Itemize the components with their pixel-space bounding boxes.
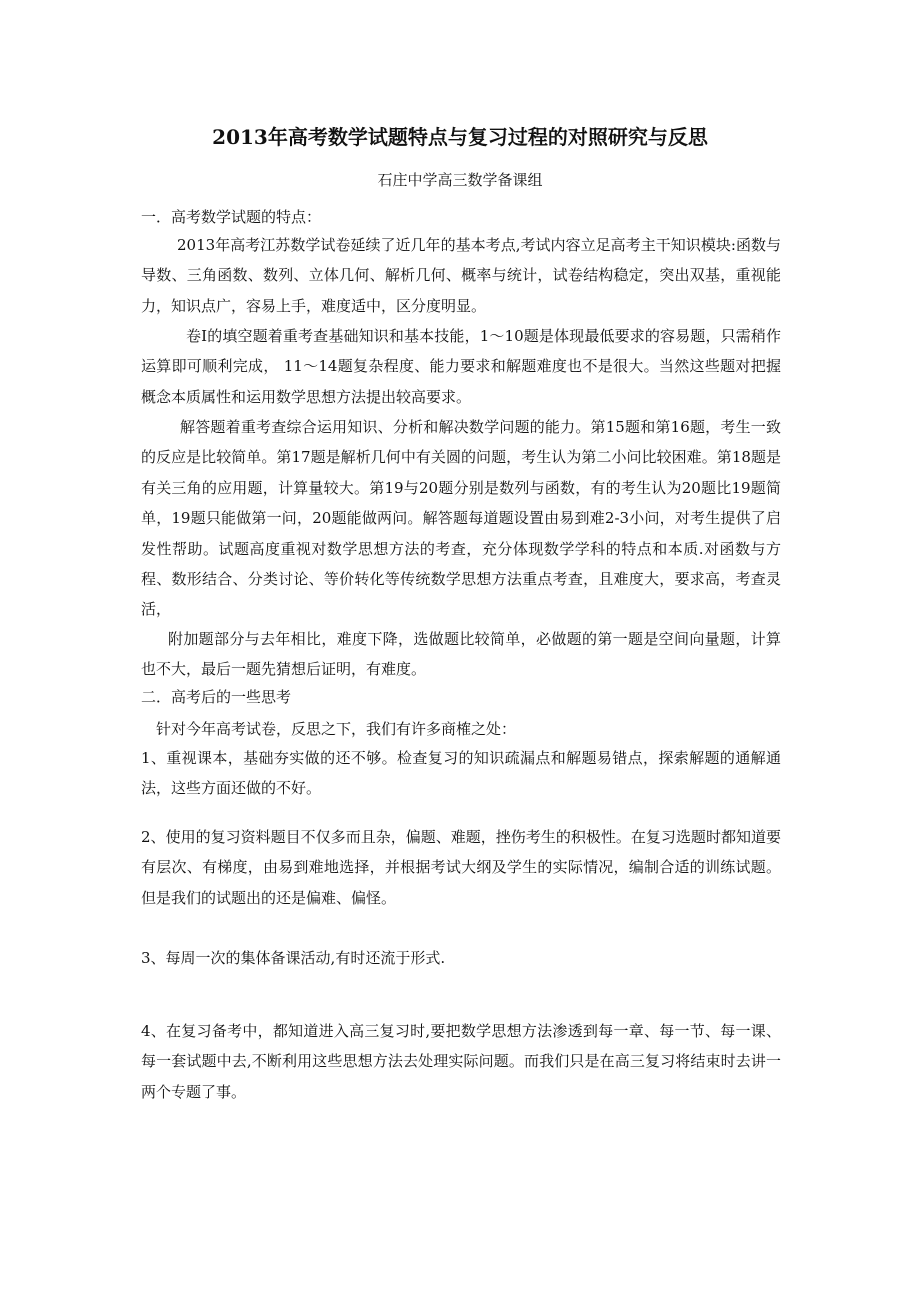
section-2-item-1: 1、重视课本，基础夯实做的还不够。检查复习的知识疏漏点和解题易错点，探索解题的通解通法，这些方面还做的不好。 bbox=[141, 749, 781, 798]
section-1-paragraph-3: 解答题着重考查综合运用知识、分析和解决数学问题的能力。第15题和第16题，考生一致的反应是比较简单。第17题是解析几何中有关圆的问题，考生认为第二小问比较困难。第18题是有关三角的应用题，计算量较大。第19与20题分别是数列与函数，有的考生认为20题比19题简单，19题只能做第一问，20题能做两问。解答题每道题设置由易到难2-3小问，对考生提供了启发性帮助。试题高度重视对数学思想方法的考查，充分体现数学学科的特点和本质.对函数与方程、数形结合、分类讨论、等价转化等传统数学思想方法重点考查，且难度大，要求高，考查灵活， bbox=[141, 418, 781, 619]
document-author: 石庄中学高三数学备课组 bbox=[377, 171, 543, 189]
section-2-item-4: 4、在复习备考中，都知道进入高三复习时,要把数学思想方法渗透到每一章、每一节、每一课、每一套试题中去,不断利用这些思想方法去处理实际问题。而我们只是在高三复习将结束时去讲一两个专题了事。 bbox=[141, 1022, 781, 1101]
section-1-paragraph-2: 卷Ⅰ的填空题着重考查基础知识和基本技能，1～10题是体现最低要求的容易题，只需稍作运算即可顺利完成， 11～14题复杂程度、能力要求和解题难度也不是很大。当然这些题对把握概念本质属性和运用数学思想方法提出较高要求。 bbox=[141, 327, 781, 406]
document-title: 2013年高考数学试题特点与复习过程的对照研究与反思 bbox=[212, 125, 708, 149]
section-2-intro: 针对今年高考试卷，反思之下，我们有许多商榷之处： bbox=[156, 720, 517, 738]
section-2-item-2: 2、使用的复习资料题目不仅多而且杂，偏题、难题，挫伤考生的积极性。在复习选题时都知道要有层次、有梯度，由易到难地选择，并根据考试大纲及学生的实际情况，编制合适的训练试题。但是我们的试题出的还是偏难、偏怪。 bbox=[141, 828, 781, 907]
section-2-item-3: 3、每周一次的集体备课活动,有时还流于形式. bbox=[141, 949, 446, 967]
section-2-heading: 二．高考后的一些思考 bbox=[141, 688, 292, 706]
section-1-heading: 一．高考数学试题的特点： bbox=[141, 208, 322, 226]
section-1-paragraph-1: 2013年高考江苏数学试卷延续了近几年的基本考点,考试内容立足高考主干知识模块:函数与导数、三角函数、数列、立体几何、解析几何、概率与统计，试卷结构稳定，突出双基，重视能力，知识点广，容易上手，难度适中，区分度明显。 bbox=[141, 236, 781, 315]
section-1-paragraph-4: 附加题部分与去年相比，难度下降，选做题比较简单，必做题的第一题是空间向量题，计算也不大，最后一题先猜想后证明，有难度。 bbox=[141, 630, 781, 679]
